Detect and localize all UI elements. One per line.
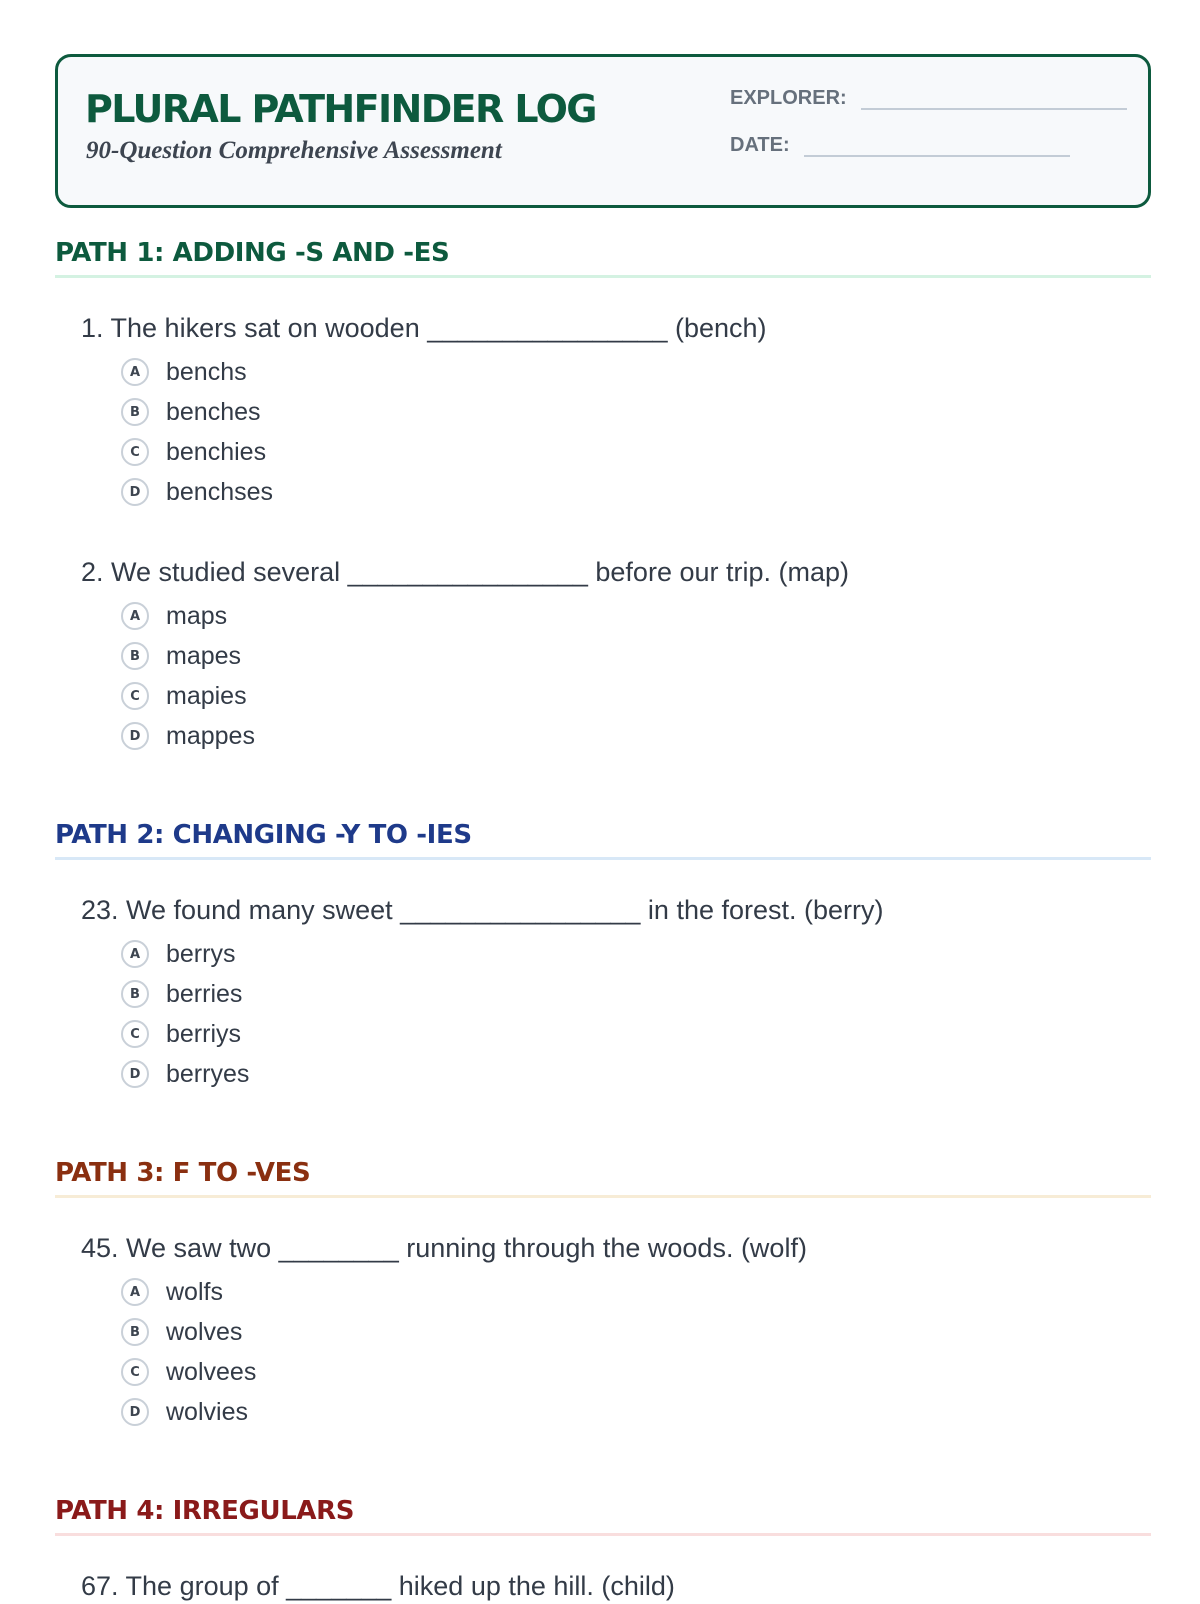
- answer-option-d[interactable]: [121, 716, 1151, 756]
- answer-options: [81, 596, 1151, 756]
- answer-option-a[interactable]: [121, 934, 1151, 974]
- question-text: 67. The group of _______ hiked up the hill. (child): [81, 1571, 675, 1601]
- answer-option-c[interactable]: [121, 1014, 1151, 1054]
- answer-option-d[interactable]: [121, 472, 1151, 512]
- section-title: PATH 2: CHANGING -Y TO -IES: [55, 820, 1151, 860]
- log-subtitle: 90-Question Comprehensive Assessment: [86, 137, 502, 164]
- answer-bubble[interactable]: A: [121, 1278, 149, 1306]
- answer-options: [81, 934, 1151, 1094]
- question-2: [81, 554, 1151, 756]
- answer-bubble[interactable]: D: [121, 722, 149, 750]
- answer-option-b[interactable]: [121, 392, 1151, 432]
- answer-text: mapies: [166, 681, 247, 710]
- answer-option-d[interactable]: [121, 1054, 1151, 1094]
- answer-option-c[interactable]: [121, 1352, 1151, 1392]
- answer-text: benchses: [166, 477, 274, 506]
- answer-text: maps: [166, 601, 228, 630]
- answer-option-b[interactable]: [121, 636, 1151, 676]
- answer-option-c[interactable]: [121, 676, 1151, 716]
- answer-text: wolves: [166, 1317, 243, 1346]
- answer-bubble[interactable]: B: [121, 980, 149, 1008]
- worksheet-page: [55, 54, 1151, 1604]
- question-45: [81, 1230, 1151, 1432]
- answer-bubble[interactable]: D: [121, 1060, 149, 1088]
- answer-option-b[interactable]: [121, 974, 1151, 1014]
- answer-text: wolfs: [166, 1277, 223, 1306]
- section-path-2: [55, 820, 1151, 1094]
- section-title: PATH 3: F TO -VES: [55, 1158, 1151, 1198]
- log-title: PLURAL PATHFINDER LOG: [85, 87, 596, 131]
- date-row: [730, 134, 1070, 157]
- answer-text: benches: [166, 397, 261, 426]
- answer-option-a[interactable]: [121, 1272, 1151, 1312]
- answer-bubble[interactable]: C: [121, 682, 149, 710]
- answer-option-b[interactable]: [121, 1312, 1151, 1352]
- question-23: [81, 892, 1151, 1094]
- answer-text: mappes: [166, 721, 255, 750]
- answer-text: wolvies: [166, 1397, 248, 1426]
- answer-text: mapes: [166, 641, 242, 670]
- section-path-3: [55, 1158, 1151, 1432]
- answer-text: berries: [166, 979, 243, 1008]
- answer-options: [81, 1272, 1151, 1432]
- question-67: [81, 1568, 1151, 1604]
- answer-bubble[interactable]: A: [121, 602, 149, 630]
- answer-text: benchies: [166, 437, 267, 466]
- explorer-name-field[interactable]: [861, 88, 1127, 110]
- answer-bubble[interactable]: A: [121, 940, 149, 968]
- answer-bubble[interactable]: B: [121, 642, 149, 670]
- answer-option-c[interactable]: [121, 432, 1151, 472]
- answer-option-d[interactable]: [121, 1392, 1151, 1432]
- answer-text: benchs: [166, 357, 247, 386]
- answer-bubble[interactable]: B: [121, 1318, 149, 1346]
- section-path-4: [55, 1496, 1151, 1604]
- date-label: DATE:: [730, 134, 790, 156]
- explorer-row: [730, 87, 1127, 110]
- answer-bubble[interactable]: D: [121, 1398, 149, 1426]
- answer-options: [81, 352, 1151, 512]
- answer-option-a[interactable]: [121, 596, 1151, 636]
- answer-bubble[interactable]: D: [121, 478, 149, 506]
- question-text: 2. We studied several ________________ before our trip. (map): [81, 557, 849, 587]
- question-text: 1. The hikers sat on wooden ________________ (bench): [81, 313, 767, 343]
- answer-bubble[interactable]: C: [121, 438, 149, 466]
- answer-text: berriys: [166, 1019, 242, 1048]
- question-1: [81, 310, 1151, 512]
- date-field[interactable]: [804, 135, 1070, 157]
- question-text: 45. We saw two ________ running through the woods. (wolf): [81, 1233, 807, 1263]
- question-text: 23. We found many sweet ________________ in the forest. (berry): [81, 895, 884, 925]
- answer-bubble[interactable]: B: [121, 398, 149, 426]
- answer-text: wolvees: [166, 1357, 257, 1386]
- answer-text: berrys: [166, 939, 236, 968]
- answer-option-a[interactable]: [121, 352, 1151, 392]
- explorer-label: EXPLORER:: [730, 87, 847, 109]
- section-path-1: [55, 238, 1151, 756]
- answer-bubble[interactable]: A: [121, 358, 149, 386]
- answer-bubble[interactable]: C: [121, 1020, 149, 1048]
- section-title: PATH 4: IRREGULARS: [55, 1496, 1151, 1536]
- section-title: PATH 1: ADDING -S AND -ES: [55, 238, 1151, 278]
- header-box: [55, 54, 1151, 208]
- answer-text: berryes: [166, 1059, 250, 1088]
- answer-bubble[interactable]: C: [121, 1358, 149, 1386]
